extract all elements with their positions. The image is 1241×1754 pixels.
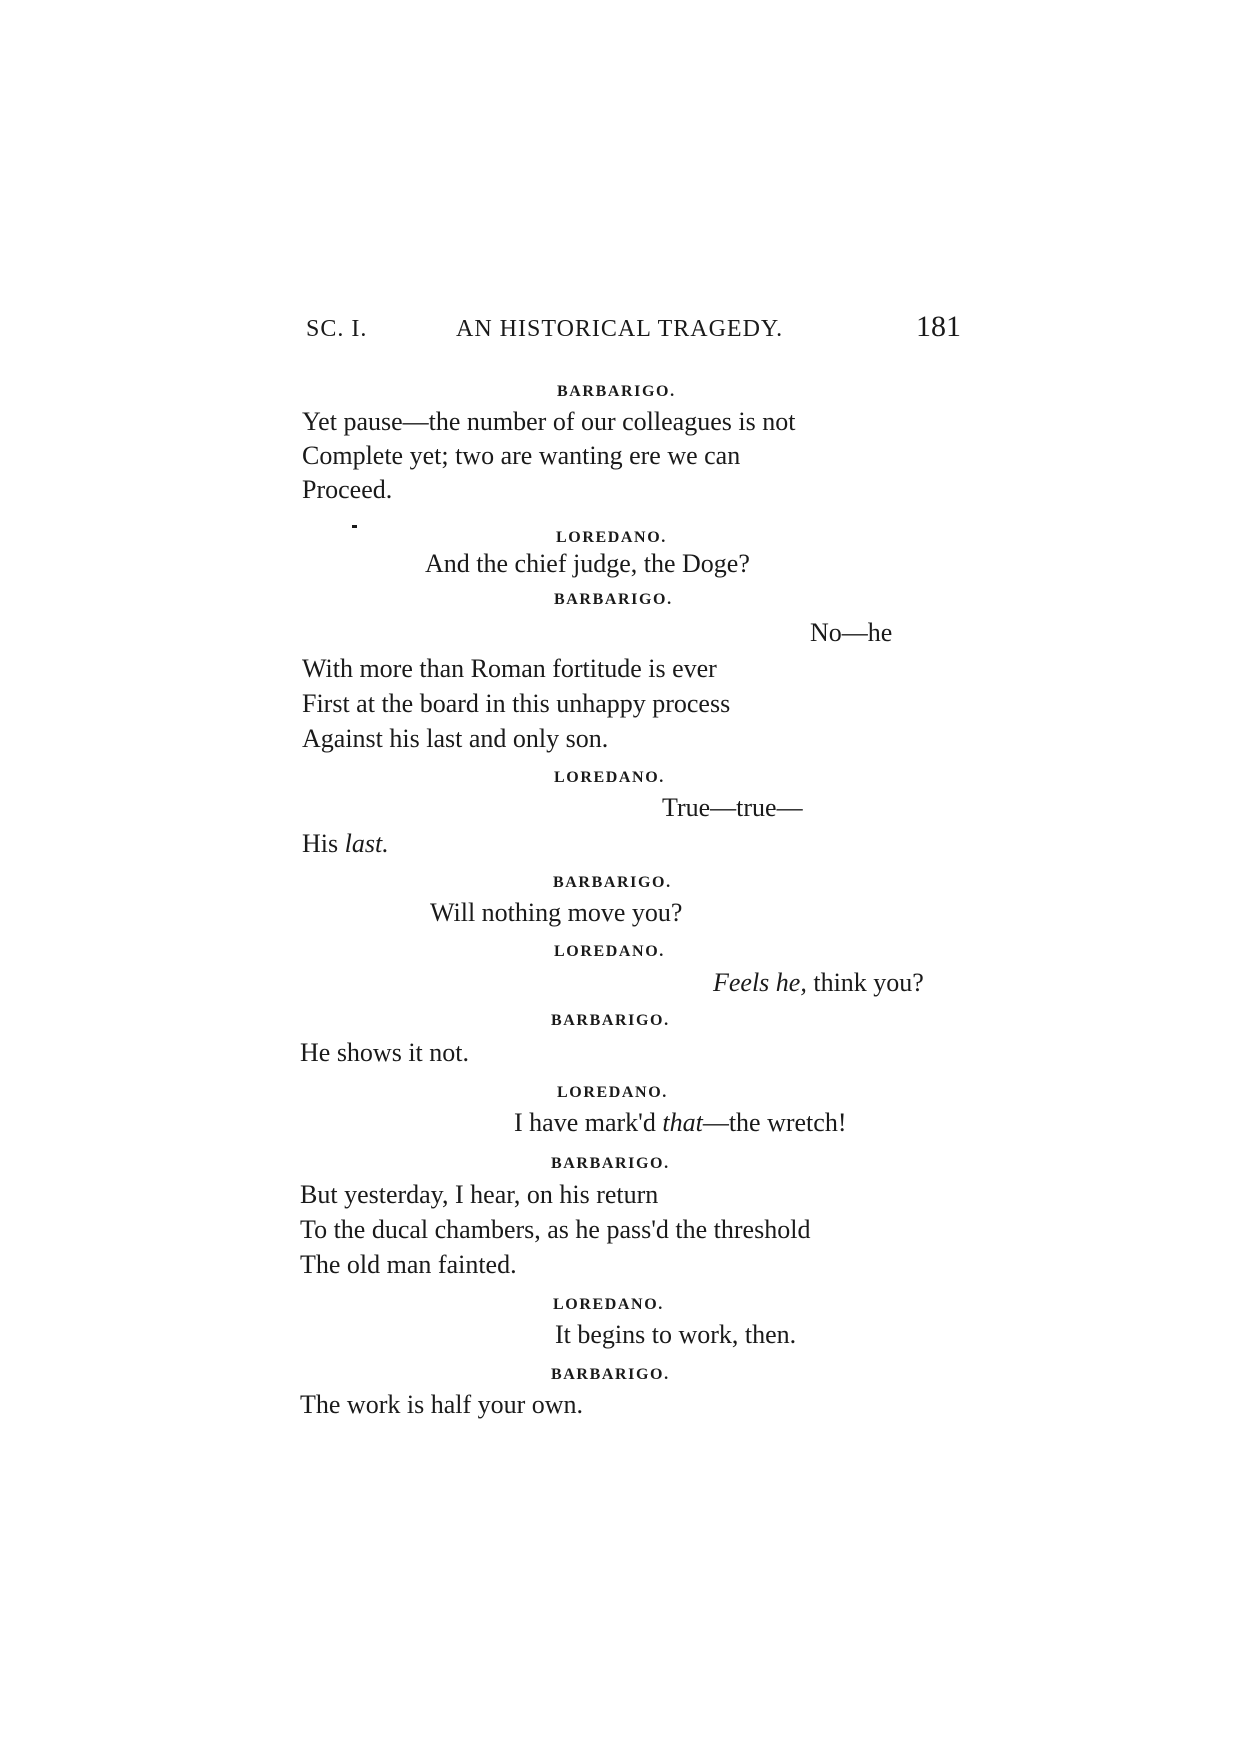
scene-label: SC. I. — [306, 316, 368, 342]
verse-line: Feels he, think you? — [713, 968, 924, 997]
speaker-name: LOREDANO. — [553, 1296, 664, 1313]
speaker-name: BARBARIGO. — [551, 1012, 670, 1029]
verse-line: True—true— — [662, 793, 803, 822]
verse-line: With more than Roman fortitude is ever — [302, 654, 717, 683]
speaker-name: BARBARIGO. — [551, 1155, 670, 1172]
speaker-name: LOREDANO. — [556, 529, 667, 546]
verse-line: His last. — [302, 829, 389, 858]
verse-line: And the chief judge, the Doge? — [425, 549, 750, 578]
verse-line: I have mark'd that—the wretch! — [514, 1108, 847, 1137]
verse-line: No—he — [810, 618, 893, 647]
speaker-name: LOREDANO. — [557, 1084, 668, 1101]
speaker-name: BARBARIGO. — [553, 874, 672, 891]
verse-line: Proceed. — [302, 475, 393, 504]
verse-line: He shows it not. — [300, 1038, 469, 1067]
verse-line: The work is half your own. — [300, 1390, 584, 1419]
verse-line: To the ducal chambers, as he pass'd the threshold — [300, 1215, 811, 1244]
stray-mark — [352, 525, 357, 528]
verse-line: Yet pause—the number of our colleagues is not — [302, 407, 796, 436]
verse-line: Against his last and only son. — [302, 724, 609, 753]
speaker-name: BARBARIGO. — [551, 1366, 670, 1383]
speaker-name: BARBARIGO. — [554, 591, 673, 608]
speaker-name: LOREDANO. — [554, 769, 665, 786]
verse-line: But yesterday, I hear, on his return — [300, 1180, 659, 1209]
running-title: AN HISTORICAL TRAGEDY. — [456, 316, 784, 342]
page-number: 181 — [916, 310, 961, 343]
verse-line: The old man fainted. — [300, 1250, 517, 1279]
verse-line: Will nothing move you? — [430, 898, 683, 927]
verse-line: It begins to work, then. — [555, 1320, 797, 1349]
verse-line: Complete yet; two are wanting ere we can — [302, 441, 741, 470]
speaker-name: BARBARIGO. — [557, 383, 676, 400]
speaker-name: LOREDANO. — [554, 943, 665, 960]
verse-line: First at the board in this unhappy process — [302, 689, 731, 718]
